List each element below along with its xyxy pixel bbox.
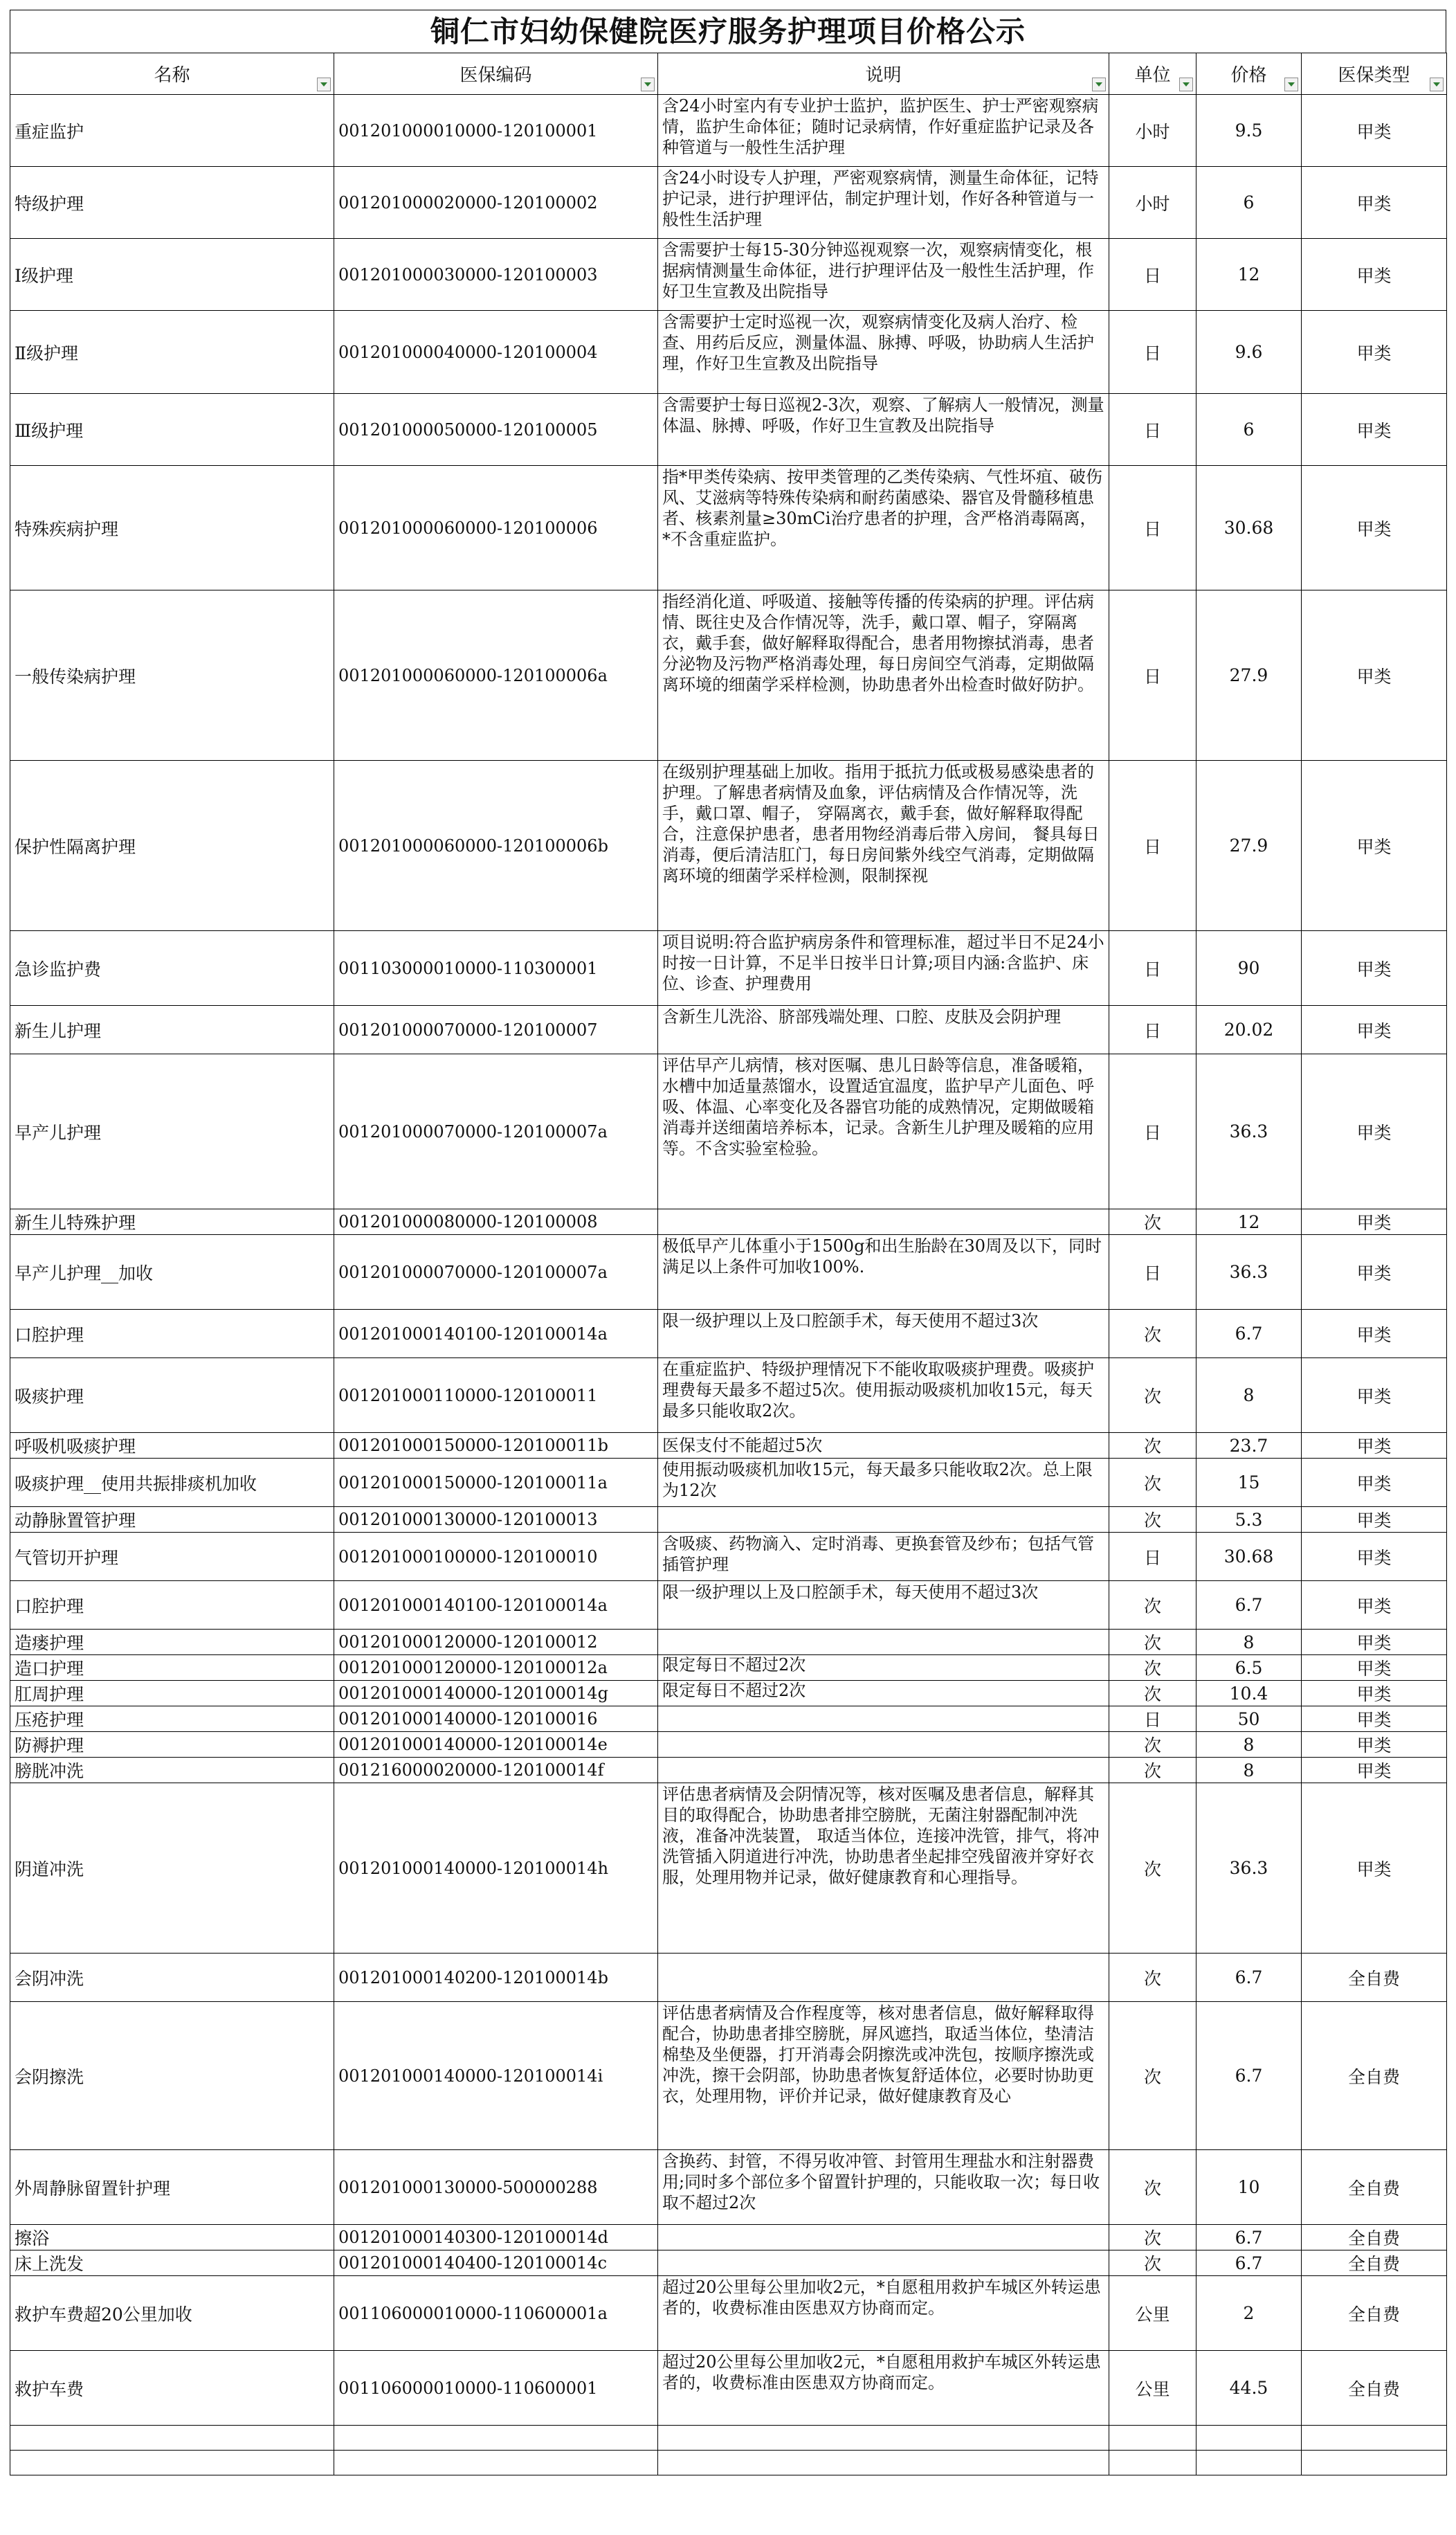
table-row: [10, 761, 1447, 931]
cell-price[interactable]: 5.3: [1196, 1507, 1302, 1533]
cell-unit[interactable]: 次: [1109, 2002, 1196, 2150]
cell-desc[interactable]: 项目说明:符合监护病房条件和管理标准，超过半日不足24小时按一日计算，不足半日按半日计算;项目内涵:含监护、床位、诊查、护理费用: [658, 931, 1109, 1006]
cell-price[interactable]: 6.7: [1196, 2002, 1302, 2150]
cell-unit[interactable]: 次: [1109, 1358, 1196, 1433]
filter-dropdown-icon[interactable]: [641, 78, 655, 91]
cell-desc[interactable]: [658, 2225, 1109, 2250]
header-name: 名称: [10, 53, 334, 95]
cell-name[interactable]: 擦浴: [10, 2225, 334, 2250]
cell-code[interactable]: 001201000060000-120100006: [334, 466, 658, 590]
table-row: [10, 239, 1447, 311]
table-row: [10, 466, 1447, 590]
table-row: [10, 1783, 1447, 1954]
cell-code[interactable]: 001201000140100-120100014a: [334, 1310, 658, 1358]
cell-unit[interactable]: 公里: [1109, 2351, 1196, 2426]
cell-type[interactable]: 甲类: [1302, 1630, 1447, 1655]
cell-type[interactable]: 甲类: [1302, 1706, 1447, 1732]
cell-price[interactable]: 20.02: [1196, 1006, 1302, 1054]
cell-code[interactable]: 001201000140000-120100014g: [334, 1681, 658, 1706]
cell-code[interactable]: 001103000010000-110300001: [334, 931, 658, 1006]
empty-cell[interactable]: [1109, 2451, 1196, 2475]
cell-code[interactable]: 001201000140200-120100014b: [334, 1954, 658, 2002]
empty-cell[interactable]: [1109, 2426, 1196, 2451]
cell-code[interactable]: 001201000140300-120100014d: [334, 2225, 658, 2250]
cell-type[interactable]: 甲类: [1302, 1459, 1447, 1507]
cell-unit[interactable]: 次: [1109, 1459, 1196, 1507]
table-row: [10, 1235, 1447, 1310]
filter-dropdown-icon[interactable]: [1430, 78, 1444, 91]
cell-name[interactable]: 膀胱冲洗: [10, 1758, 334, 1783]
table-row: [10, 1006, 1447, 1054]
cell-price[interactable]: 30.68: [1196, 466, 1302, 590]
cell-type[interactable]: 甲类: [1302, 394, 1447, 466]
cell-unit[interactable]: 小时: [1109, 167, 1196, 239]
cell-price[interactable]: 8: [1196, 1630, 1302, 1655]
cell-code[interactable]: 001201000130000-500000288: [334, 2150, 658, 2225]
cell-price[interactable]: 36.3: [1196, 1054, 1302, 1209]
cell-desc[interactable]: [658, 1732, 1109, 1758]
table-row: [10, 1054, 1447, 1209]
cell-type[interactable]: 甲类: [1302, 1433, 1447, 1459]
cell-unit[interactable]: 次: [1109, 1783, 1196, 1954]
table-row: [10, 590, 1447, 761]
cell-desc[interactable]: 限一级护理以上及口腔颌手术，每天使用不超过3次: [658, 1310, 1109, 1358]
cell-type[interactable]: 甲类: [1302, 466, 1447, 590]
cell-type[interactable]: 甲类: [1302, 1209, 1447, 1235]
cell-unit[interactable]: 日: [1109, 394, 1196, 466]
table-row: [10, 2002, 1447, 2150]
cell-name[interactable]: 呼吸机吸痰护理: [10, 1433, 334, 1459]
table-row: [10, 1310, 1447, 1358]
cell-code[interactable]: 001201000060000-120100006a: [334, 590, 658, 761]
cell-desc[interactable]: 评估患者病情及会阴情况等，核对医嘱及患者信息，解释其目的取得配合，协助患者排空膀胱，无菌注射器配制冲洗液，准备冲洗装置， 取适当体位，连接冲洗管，排气，将冲洗管插入阴道进行冲洗，协助患者坐起排空残留液并穿好衣服，处理用物并记录，做好健康教育和心理指导。: [658, 1783, 1109, 1954]
cell-unit[interactable]: 次: [1109, 1655, 1196, 1681]
cell-name[interactable]: 气管切开护理: [10, 1533, 334, 1581]
cell-price[interactable]: 36.3: [1196, 1783, 1302, 1954]
filter-dropdown-icon[interactable]: [1284, 78, 1298, 91]
table-row: [10, 1433, 1447, 1459]
cell-type[interactable]: 甲类: [1302, 1054, 1447, 1209]
cell-name[interactable]: 压疮护理: [10, 1706, 334, 1732]
cell-price[interactable]: 6.7: [1196, 1581, 1302, 1630]
table-body: [10, 95, 1447, 2475]
cell-price[interactable]: 8: [1196, 1358, 1302, 1433]
cell-desc[interactable]: [658, 2250, 1109, 2276]
cell-price[interactable]: 10.4: [1196, 1681, 1302, 1706]
cell-price[interactable]: 27.9: [1196, 761, 1302, 931]
cell-desc[interactable]: [658, 1758, 1109, 1783]
table-row: [10, 1681, 1447, 1706]
cell-desc[interactable]: [658, 1630, 1109, 1655]
cell-price[interactable]: 10: [1196, 2150, 1302, 2225]
cell-unit[interactable]: 次: [1109, 1630, 1196, 1655]
cell-price[interactable]: 27.9: [1196, 590, 1302, 761]
cell-code[interactable]: 001216000020000-120100014f: [334, 1758, 658, 1783]
cell-code[interactable]: 001201000110000-120100011: [334, 1358, 658, 1433]
header-unit: 单位: [1109, 53, 1196, 95]
cell-desc[interactable]: 超过20公里每公里加收2元，*自愿租用救护车城区外转运患者的，收费标准由医患双方协商而定。: [658, 2276, 1109, 2351]
table-row: [10, 1954, 1447, 2002]
cell-type[interactable]: 甲类: [1302, 1732, 1447, 1758]
table-row: [10, 2150, 1447, 2225]
cell-unit[interactable]: 次: [1109, 1433, 1196, 1459]
header-code: 医保编码: [334, 53, 658, 95]
cell-price[interactable]: 90: [1196, 931, 1302, 1006]
cell-price[interactable]: 8: [1196, 1732, 1302, 1758]
cell-price[interactable]: 8: [1196, 1758, 1302, 1783]
cell-unit[interactable]: 次: [1109, 2250, 1196, 2276]
cell-type[interactable]: 全自费: [1302, 2002, 1447, 2150]
cell-unit[interactable]: 日: [1109, 1533, 1196, 1581]
filter-dropdown-icon[interactable]: [1092, 78, 1106, 91]
cell-unit[interactable]: 公里: [1109, 2276, 1196, 2351]
empty-cell[interactable]: [334, 2451, 658, 2475]
cell-desc[interactable]: 含吸痰、药物滴入、定时消毒、更换套管及纱布；包括气管插管护理: [658, 1533, 1109, 1581]
cell-code[interactable]: 001201000140000-120100014h: [334, 1783, 658, 1954]
cell-desc[interactable]: 极低早产儿体重小于1500g和出生胎龄在30周及以下，同时满足以上条件可加收100%.: [658, 1235, 1109, 1310]
cell-code[interactable]: 001201000150000-120100011b: [334, 1433, 658, 1459]
cell-unit[interactable]: 次: [1109, 2225, 1196, 2250]
cell-desc[interactable]: 超过20公里每公里加收2元，*自愿租用救护车城区外转运患者的，收费标准由医患双方协商而定。: [658, 2351, 1109, 2426]
cell-name[interactable]: 吸痰护理__使用共振排痰机加收: [10, 1459, 334, 1507]
table-row: [10, 1655, 1447, 1681]
table-row: [10, 1630, 1447, 1655]
cell-name[interactable]: Ⅱ级护理: [10, 311, 334, 394]
cell-price[interactable]: 9.5: [1196, 95, 1302, 167]
cell-code[interactable]: 001201000020000-120100002: [334, 167, 658, 239]
table-row: [10, 2276, 1447, 2351]
filter-dropdown-icon[interactable]: [317, 78, 331, 91]
cell-name[interactable]: 保护性隔离护理: [10, 761, 334, 931]
cell-type[interactable]: 甲类: [1302, 1783, 1447, 1954]
cell-price[interactable]: 6.5: [1196, 1655, 1302, 1681]
cell-unit[interactable]: 日: [1109, 931, 1196, 1006]
cell-desc[interactable]: 含24小时设专人护理，严密观察病情，测量生命体征，记特护记录，进行护理评估，制定护理计划，作好各种管道与一般性生活护理: [658, 167, 1109, 239]
cell-code[interactable]: 001201000040000-120100004: [334, 311, 658, 394]
cell-type[interactable]: 甲类: [1302, 239, 1447, 311]
cell-type[interactable]: 甲类: [1302, 1006, 1447, 1054]
cell-code[interactable]: 001201000060000-120100006b: [334, 761, 658, 931]
table-row: [10, 95, 1447, 167]
table-row: [10, 1758, 1447, 1783]
cell-unit[interactable]: 次: [1109, 2150, 1196, 2225]
cell-code[interactable]: 001201000130000-120100013: [334, 1507, 658, 1533]
cell-code[interactable]: 001201000140000-120100016: [334, 1706, 658, 1732]
cell-name[interactable]: Ⅲ级护理: [10, 394, 334, 466]
table-row: [10, 394, 1447, 466]
cell-unit[interactable]: 次: [1109, 1209, 1196, 1235]
empty-cell[interactable]: [1196, 2426, 1302, 2451]
cell-desc[interactable]: [658, 1507, 1109, 1533]
cell-name[interactable]: 特级护理: [10, 167, 334, 239]
cell-code[interactable]: 001106000010000-110600001: [334, 2351, 658, 2426]
cell-name[interactable]: 造口护理: [10, 1655, 334, 1681]
cell-price[interactable]: 12: [1196, 239, 1302, 311]
cell-name[interactable]: 急诊监护费: [10, 931, 334, 1006]
cell-name[interactable]: 救护车费: [10, 2351, 334, 2426]
cell-type[interactable]: 甲类: [1302, 1507, 1447, 1533]
cell-name[interactable]: 口腔护理: [10, 1310, 334, 1358]
cell-unit[interactable]: 日: [1109, 590, 1196, 761]
cell-name[interactable]: 肛周护理: [10, 1681, 334, 1706]
cell-price[interactable]: 36.3: [1196, 1235, 1302, 1310]
header-row: [10, 53, 1447, 95]
cell-code[interactable]: 001201000070000-120100007a: [334, 1054, 658, 1209]
table-row: [10, 2351, 1447, 2426]
cell-name[interactable]: 动静脉置管护理: [10, 1507, 334, 1533]
cell-price[interactable]: 30.68: [1196, 1533, 1302, 1581]
cell-desc[interactable]: 使用振动吸痰机加收15元，每天最多只能收取2次。总上限为12次: [658, 1459, 1109, 1507]
cell-name[interactable]: 一般传染病护理: [10, 590, 334, 761]
header-desc: 说明: [658, 53, 1109, 95]
cell-desc[interactable]: 医保支付不能超过5次: [658, 1433, 1109, 1459]
cell-desc[interactable]: 含换药、封管，不得另收冲管、封管用生理盐水和注射器费用;同时多个部位多个留置针护理的，只能收取一次；每日收取不超过2次: [658, 2150, 1109, 2225]
cell-name[interactable]: 新生儿特殊护理: [10, 1209, 334, 1235]
cell-name[interactable]: 会阴冲洗: [10, 1954, 334, 2002]
cell-code[interactable]: 001106000010000-110600001a: [334, 2276, 658, 2351]
cell-desc[interactable]: 指*甲类传染病、按甲类管理的乙类传染病、气性坏疽、破伤风、艾滋病等特殊传染病和耐药菌感染、器官及骨髓移植患者、核素剂量≥30mCi治疗患者的护理，含严格消毒隔离，*不含重症监护。: [658, 466, 1109, 590]
empty-cell[interactable]: [1302, 2451, 1447, 2475]
cell-desc[interactable]: 指经消化道、呼吸道、接触等传播的传染病的护理。评估病情、既往史及合作情况等，洗手，戴口罩、帽子，穿隔离衣，戴手套，做好解释取得配合，患者用物擦拭消毒，患者分泌物及污物严格消毒处理，每日房间空气消毒，定期做隔离环境的细菌学采样检测，协助患者外出检查时做好防护。: [658, 590, 1109, 761]
cell-desc[interactable]: 在重症监护、特级护理情况下不能收取吸痰护理费。吸痰护理费每天最多不超过5次。使用振动吸痰机加收15元，每天最多只能收取2次。: [658, 1358, 1109, 1433]
cell-unit[interactable]: 次: [1109, 1310, 1196, 1358]
price-table: [10, 53, 1447, 2475]
cell-desc[interactable]: 限定每日不超过2次: [658, 1681, 1109, 1706]
cell-type[interactable]: 甲类: [1302, 95, 1447, 167]
table-row: [10, 2225, 1447, 2250]
table-row: [10, 931, 1447, 1006]
empty-cell[interactable]: [1196, 2451, 1302, 2475]
header-type: 医保类型: [1302, 53, 1447, 95]
cell-code[interactable]: 001201000120000-120100012a: [334, 1655, 658, 1681]
cell-price[interactable]: 6.7: [1196, 1954, 1302, 2002]
cell-name[interactable]: 吸痰护理: [10, 1358, 334, 1433]
cell-type[interactable]: 甲类: [1302, 1358, 1447, 1433]
cell-desc[interactable]: 评估早产儿病情，核对医嘱、患儿日龄等信息，准备暖箱，水槽中加适量蒸馏水，设置适宜温度，监护早产儿面色、呼吸、体温、心率变化及各器官功能的成熟情况，定期做暖箱消毒并送细菌培养标本，记录。含新生儿护理及暖箱的应用等。不含实验室检验。: [658, 1054, 1109, 1209]
cell-desc[interactable]: 在级别护理基础上加收。指用于抵抗力低或极易感染患者的护理。了解患者病情及血象，评估病情及合作情况等，洗手，戴口罩、帽子， 穿隔离衣，戴手套，做好解释取得配合，注意保护患者，患者用物经消毒后带入房间， 餐具每日消毒，便后清洁肛门，每日房间紫外线空气消毒，定期做隔离环境的细菌学采样检测，限制探视: [658, 761, 1109, 931]
table-row: [10, 1706, 1447, 1732]
cell-unit[interactable]: 小时: [1109, 95, 1196, 167]
cell-type[interactable]: 甲类: [1302, 590, 1447, 761]
cell-price[interactable]: 6.7: [1196, 1310, 1302, 1358]
table-row: [10, 2250, 1447, 2276]
cell-type[interactable]: 甲类: [1302, 1655, 1447, 1681]
cell-price[interactable]: 15: [1196, 1459, 1302, 1507]
cell-unit[interactable]: 日: [1109, 761, 1196, 931]
cell-price[interactable]: 50: [1196, 1706, 1302, 1732]
cell-code[interactable]: 001201000120000-120100012: [334, 1630, 658, 1655]
cell-code[interactable]: 001201000140000-120100014i: [334, 2002, 658, 2150]
cell-unit[interactable]: 日: [1109, 466, 1196, 590]
filter-dropdown-icon[interactable]: [1179, 78, 1193, 91]
cell-type[interactable]: 全自费: [1302, 2351, 1447, 2426]
cell-unit[interactable]: 次: [1109, 1954, 1196, 2002]
header-price: 价格: [1196, 53, 1302, 95]
cell-name[interactable]: 早产儿护理: [10, 1054, 334, 1209]
cell-desc[interactable]: 含需要护士每日巡视2-3次，观察、了解病人一般情况，测量体温、脉搏、呼吸，作好卫生宣教及出院指导: [658, 394, 1109, 466]
cell-unit[interactable]: 次: [1109, 1732, 1196, 1758]
cell-unit[interactable]: 日: [1109, 239, 1196, 311]
cell-price[interactable]: 12: [1196, 1209, 1302, 1235]
cell-type[interactable]: 甲类: [1302, 1681, 1447, 1706]
cell-unit[interactable]: 日: [1109, 1006, 1196, 1054]
cell-type[interactable]: 全自费: [1302, 1954, 1447, 2002]
cell-code[interactable]: 001201000070000-120100007: [334, 1006, 658, 1054]
cell-code[interactable]: 001201000070000-120100007a: [334, 1235, 658, 1310]
cell-code[interactable]: 001201000140400-120100014c: [334, 2250, 658, 2276]
cell-desc[interactable]: 含需要护士每15-30分钟巡视观察一次，观察病情变化，根据病情测量生命体征，进行护理评估及一般性生活护理，作好卫生宣教及出院指导: [658, 239, 1109, 311]
cell-price[interactable]: 2: [1196, 2276, 1302, 2351]
cell-type[interactable]: 甲类: [1302, 1235, 1447, 1310]
cell-name[interactable]: 床上洗发: [10, 2250, 334, 2276]
cell-name[interactable]: 造瘘护理: [10, 1630, 334, 1655]
empty-row: [10, 2451, 1447, 2475]
cell-code[interactable]: 001201000010000-120100001: [334, 95, 658, 167]
table-row: [10, 1533, 1447, 1581]
cell-desc[interactable]: 限定每日不超过2次: [658, 1655, 1109, 1681]
cell-name[interactable]: Ⅰ级护理: [10, 239, 334, 311]
cell-name[interactable]: 重症监护: [10, 95, 334, 167]
cell-type[interactable]: 甲类: [1302, 1581, 1447, 1630]
cell-code[interactable]: 001201000140000-120100014e: [334, 1732, 658, 1758]
cell-name[interactable]: 新生儿护理: [10, 1006, 334, 1054]
cell-price[interactable]: 9.6: [1196, 311, 1302, 394]
cell-name[interactable]: 外周静脉留置针护理: [10, 2150, 334, 2225]
cell-code[interactable]: 001201000050000-120100005: [334, 394, 658, 466]
empty-cell[interactable]: [658, 2426, 1109, 2451]
cell-code[interactable]: 001201000140100-120100014a: [334, 1581, 658, 1630]
cell-unit[interactable]: 日: [1109, 1706, 1196, 1732]
cell-price[interactable]: 44.5: [1196, 2351, 1302, 2426]
cell-type[interactable]: 甲类: [1302, 931, 1447, 1006]
cell-name[interactable]: 防褥护理: [10, 1732, 334, 1758]
cell-unit[interactable]: 日: [1109, 1235, 1196, 1310]
cell-type[interactable]: 甲类: [1302, 1533, 1447, 1581]
table-row: [10, 1358, 1447, 1433]
table-row: [10, 167, 1447, 239]
cell-code[interactable]: 001201000030000-120100003: [334, 239, 658, 311]
cell-unit[interactable]: 日: [1109, 1054, 1196, 1209]
sheet-title: 铜仁市妇幼保健院医疗服务护理项目价格公示: [10, 10, 1446, 53]
cell-type[interactable]: 全自费: [1302, 2225, 1447, 2250]
table-row: [10, 1581, 1447, 1630]
cell-desc[interactable]: [658, 1954, 1109, 2002]
cell-unit[interactable]: 次: [1109, 1758, 1196, 1783]
cell-name[interactable]: 特殊疾病护理: [10, 466, 334, 590]
cell-price[interactable]: 6: [1196, 394, 1302, 466]
cell-price[interactable]: 6: [1196, 167, 1302, 239]
cell-desc[interactable]: 评估患者病情及合作程度等，核对患者信息，做好解释取得配合，协助患者排空膀胱，屏风遮挡，取适当体位，垫清洁棉垫及坐便器，打开消毒会阴擦洗或冲洗包，按顺序擦洗或冲洗，擦干会阴部，协助患者恢复舒适体位，必要时协助更衣，处理用物，评价并记录，做好健康教育及心: [658, 2002, 1109, 2150]
cell-price[interactable]: 6.7: [1196, 2250, 1302, 2276]
cell-type[interactable]: 甲类: [1302, 311, 1447, 394]
cell-type[interactable]: 甲类: [1302, 1758, 1447, 1783]
cell-code[interactable]: 001201000100000-120100010: [334, 1533, 658, 1581]
cell-unit[interactable]: 次: [1109, 1507, 1196, 1533]
empty-cell[interactable]: [10, 2426, 334, 2451]
empty-cell[interactable]: [334, 2426, 658, 2451]
table-row: [10, 1459, 1447, 1507]
cell-type[interactable]: 全自费: [1302, 2276, 1447, 2351]
cell-name[interactable]: 口腔护理: [10, 1581, 334, 1630]
cell-desc[interactable]: 含24小时室内有专业护士监护，监护医生、护士严密观察病情，监护生命体征；随时记录病情，作好重症监护记录及各种管道与一般性生活护理: [658, 95, 1109, 167]
table-row: [10, 1507, 1447, 1533]
cell-price[interactable]: 6.7: [1196, 2225, 1302, 2250]
cell-code[interactable]: 001201000080000-120100008: [334, 1209, 658, 1235]
cell-unit[interactable]: 日: [1109, 311, 1196, 394]
cell-name[interactable]: 阴道冲洗: [10, 1783, 334, 1954]
cell-type[interactable]: 甲类: [1302, 761, 1447, 931]
cell-name[interactable]: 会阴擦洗: [10, 2002, 334, 2150]
cell-name[interactable]: 早产儿护理__加收: [10, 1235, 334, 1310]
empty-cell[interactable]: [1302, 2426, 1447, 2451]
price-sheet: [10, 10, 1446, 2475]
cell-unit[interactable]: 次: [1109, 1681, 1196, 1706]
cell-desc[interactable]: 含新生儿洗浴、脐部残端处理、口腔、皮肤及会阴护理: [658, 1006, 1109, 1054]
table-row: [10, 1209, 1447, 1235]
cell-unit[interactable]: 次: [1109, 1581, 1196, 1630]
cell-code[interactable]: 001201000150000-120100011a: [334, 1459, 658, 1507]
cell-type[interactable]: 全自费: [1302, 2250, 1447, 2276]
cell-desc[interactable]: [658, 1209, 1109, 1235]
cell-type[interactable]: 甲类: [1302, 167, 1447, 239]
cell-desc[interactable]: 含需要护士定时巡视一次，观察病情变化及病人治疗、检查、用药后反应，测量体温、脉搏、呼吸，协助病人生活护理，作好卫生宣教及出院指导: [658, 311, 1109, 394]
cell-desc[interactable]: [658, 1706, 1109, 1732]
cell-desc[interactable]: 限一级护理以上及口腔颌手术，每天使用不超过3次: [658, 1581, 1109, 1630]
empty-cell[interactable]: [658, 2451, 1109, 2475]
cell-type[interactable]: 全自费: [1302, 2150, 1447, 2225]
empty-cell[interactable]: [10, 2451, 334, 2475]
cell-price[interactable]: 23.7: [1196, 1433, 1302, 1459]
cell-type[interactable]: 甲类: [1302, 1310, 1447, 1358]
empty-row: [10, 2426, 1447, 2451]
cell-name[interactable]: 救护车费超20公里加收: [10, 2276, 334, 2351]
table-row: [10, 1732, 1447, 1758]
table-row: [10, 311, 1447, 394]
